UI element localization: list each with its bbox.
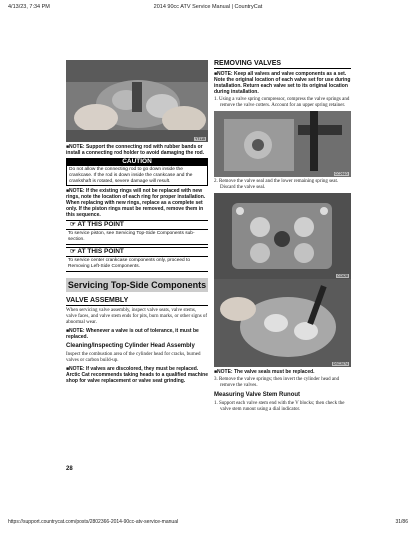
removing-valves-heading: REMOVING VALVES — [214, 60, 351, 69]
valve-removal-photo — [214, 279, 351, 367]
note-tolerance: ■NOTE: Whenever a valve is out of tolerance, it must be replaced. — [66, 327, 199, 340]
section-title: Servicing Top-Side Components — [67, 279, 207, 290]
spring-compressor-illustration — [214, 111, 351, 177]
cylinder-head-illustration — [214, 193, 351, 279]
photo-caption: CC261D — [334, 172, 348, 176]
step-remove-springs: 3. Remove the valve springs; then invert the cylinder head and remove the valves. — [214, 377, 340, 388]
connecting-rod-photo — [66, 60, 208, 142]
step-compress-springs: 1. Using a valve spring compressor, compress the valve springs and remove the valve cotters. Account for an upper spring retainer. — [214, 97, 350, 108]
photo-caption: CC628 — [337, 274, 348, 278]
valve-assembly-body: When servicing valve assembly, inspect valve seats, valve stems, valve faces, and valve stem ends for pits, burn marks, or other signs of abnormal wear. — [66, 307, 208, 325]
at-this-point-2 — [66, 247, 208, 272]
note-rings: ■NOTE: If the existing rings will not be replaced with new rings, note the location of each ring for proper installation. When replacing with new rings, replace as a complete set only. If the piston rings must be removed, remove them in this sequence. — [66, 188, 206, 219]
note-discolored: ■NOTE: If valves are discolored, they must be replaced. Arctic Cat recommends taking heads to a qualified machine shop for valve replacement or valve seat grinding. — [66, 365, 208, 384]
caution-text: Do not allow the connecting rod to go down inside the crankcase. If the rod is down inside the crankcase and the crankshaft is rotated, severe damage will result. — [66, 166, 208, 186]
at-this-point-text: To service piston, see Servicing Top-Side Components sub-section. — [66, 230, 208, 245]
connecting-rod-illustration — [66, 60, 208, 142]
runout-heading: Measuring Valve Stem Runout — [214, 392, 301, 398]
spring-compressor-photo — [214, 111, 351, 177]
at-this-point-title: ☞ AT THIS POINT — [66, 220, 208, 230]
photo-caption: DSC2074 — [332, 362, 348, 366]
at-this-point-title: ☞ AT THIS POINT — [66, 247, 208, 257]
print-footer — [8, 519, 408, 525]
valve-seal-photo — [214, 193, 351, 279]
valve-assembly-heading: VALVE ASSEMBLY — [66, 297, 208, 306]
step-remove-seal: 2. Remove the valve seal and the lower remaining spring seat. Discard the valve seal. — [214, 179, 339, 190]
photo-caption: YT115 — [194, 137, 205, 141]
at-this-point-1 — [66, 220, 208, 245]
right-column — [214, 60, 351, 415]
step-measure-runout: 1. Support each valve stem end with the V blocks; then check the valve stem runout using a dial indicator. — [214, 401, 345, 412]
valve-removal-illustration — [214, 279, 351, 367]
page-number: 28 — [66, 466, 73, 472]
print-url: https://support.countrycat.com/posts/2802366-2014-90cc-atv-service-manual — [8, 519, 179, 525]
note-valve-seals: ■NOTE: The valve seals must be replaced. — [214, 369, 315, 375]
note-support-rod: ■NOTE: Support the connecting rod with rubber bands or install a connecting rod holder to avoid damaging the rod. — [66, 144, 205, 156]
left-column — [66, 60, 208, 386]
print-page-counter: 31/86 — [395, 519, 408, 525]
note-keep-sets: ■NOTE: Keep all valves and valve components as a set. Note the original location of each valve set for use during installation. Return each valve set to its original location during installation. — [214, 71, 351, 95]
cleaning-heading: Cleaning/Inspecting Cylinder Head Assembly — [66, 342, 195, 349]
print-page-title: 2014 90cc ATV Service Manual | CountryCat — [153, 4, 263, 10]
at-this-point-text: To service center crankcase components only, proceed to Removing Left-Side Components. — [66, 257, 208, 272]
print-datetime: 4/13/23, 7:34 PM — [8, 4, 50, 10]
caution-banner: CAUTION — [66, 158, 208, 166]
cleaning-body: Inspect the combustion area of the cylinder head for cracks, burned valves or carbon build-up. — [66, 351, 201, 363]
